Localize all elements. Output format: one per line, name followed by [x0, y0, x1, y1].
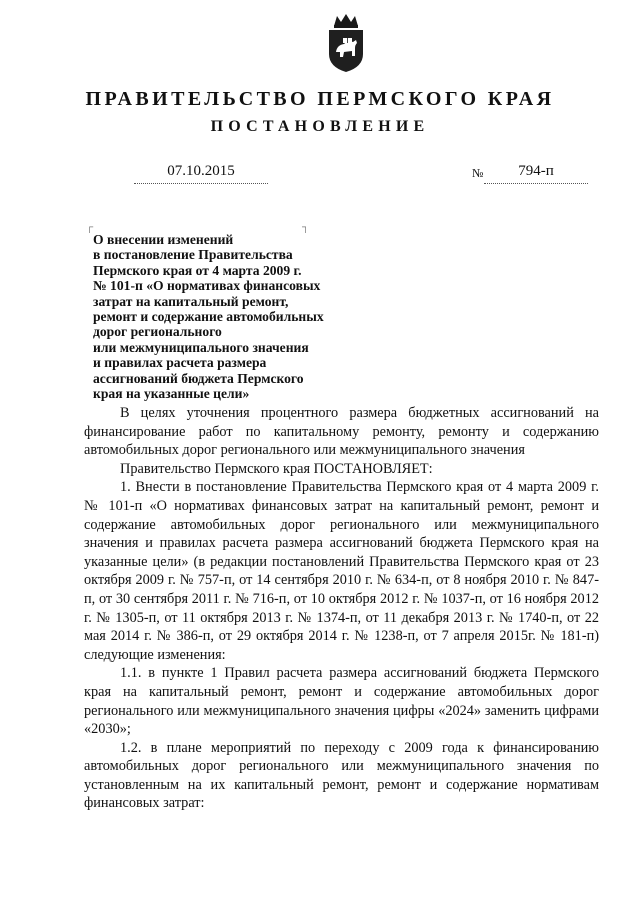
subject-line: О внесении изменений	[93, 232, 234, 247]
subject-line: ремонт и содержание автомобильных	[93, 309, 324, 325]
subject-line: дорог регионального	[93, 324, 222, 340]
government-title: ПРАВИТЕЛЬСТВО ПЕРМСКОГО КРАЯ	[85, 88, 555, 110]
preamble-paragraph: В целях уточнения процентного размера бюджетных ассигнований на финансирование работ по капитальному ремонту, ремонту и содержанию автомобильных дорог регионального или межмуниципального значения	[84, 405, 599, 459]
number-label: №	[472, 166, 484, 180]
document-body	[84, 404, 599, 813]
subject-line: № 101-п «О нормативах финансовых	[93, 278, 321, 294]
document-date: 07.10.2015	[134, 163, 268, 184]
subject-line: или межмуниципального значения	[93, 339, 309, 355]
resolution-paragraph: Правительство Пермского края ПОСТАНОВЛЯЕТ:	[120, 460, 433, 477]
subject-line: затрат на капитальный ремонт,	[93, 293, 289, 309]
subject-line: ассигнований бюджета Пермского	[93, 370, 304, 386]
document-type: ПОСТАНОВЛЕНИЕ	[210, 118, 430, 135]
document-number: 794-п	[484, 163, 588, 184]
item-1-1-paragraph: 1.1. в пункте 1 Правил расчета размера ассигнований бюджета Пермского края на капитальный ремонт, ремонт и содержание автомобильных дорог регионального или межмуниципального значения цифры «2024» заменить цифрами «2030»;	[84, 665, 599, 738]
document-subject	[93, 232, 383, 401]
item-1-paragraph: 1. Внести в постановление Правительства Пермского края от 4 марта 2009 г. № 101-п «О нормативах финансовых затрат на капитальный ремонт, ремонт и содержание автомобильных дорог регионального или межмуниципального значения и правилах расчета размера ассигнований бюджета Пермского края на указанные цели» (в редакции постановлений Правительства Пермского края от 23 октября 2009 г. № 757-п, от 14 сентября 2010 г. № 634-п, от 8 ноября 2010 г. № 847-п, от 30 сентября 2011 г. № 716-п, от 10 октября 2012 г. № 1037-п, от 16 ноября 2012 г. № 1305-п, от 11 октября 2013 г. № 1374-п, от 11 декабря 2013 г. № 1740-п, от 22 мая 2014 г. № 386-п, от 29 октября 2014 г. № 1238-п, от 7 апреля 2015г. № 181-п) следующие изменения:	[84, 479, 599, 663]
subject-line: Пермского края от 4 марта 2009 г.	[93, 262, 302, 278]
subject-corner-left: ┌	[86, 222, 94, 233]
subject-corner-right: ┐	[302, 222, 310, 233]
subject-line: в постановление Правительства	[93, 247, 293, 263]
subject-line: и правилах расчета размера	[93, 355, 267, 371]
subject-line: края на указанные цели»	[93, 386, 250, 402]
item-1-2-paragraph: 1.2. в плане мероприятий по переходу с 2009 года к финансированию автомобильных дорог регионального или межмуниципального значения по установленным на их капитальный ремонт, ремонт и содержание нормативам финансовых затрат:	[84, 739, 599, 812]
perm-krai-coat-of-arms-icon	[324, 12, 368, 74]
